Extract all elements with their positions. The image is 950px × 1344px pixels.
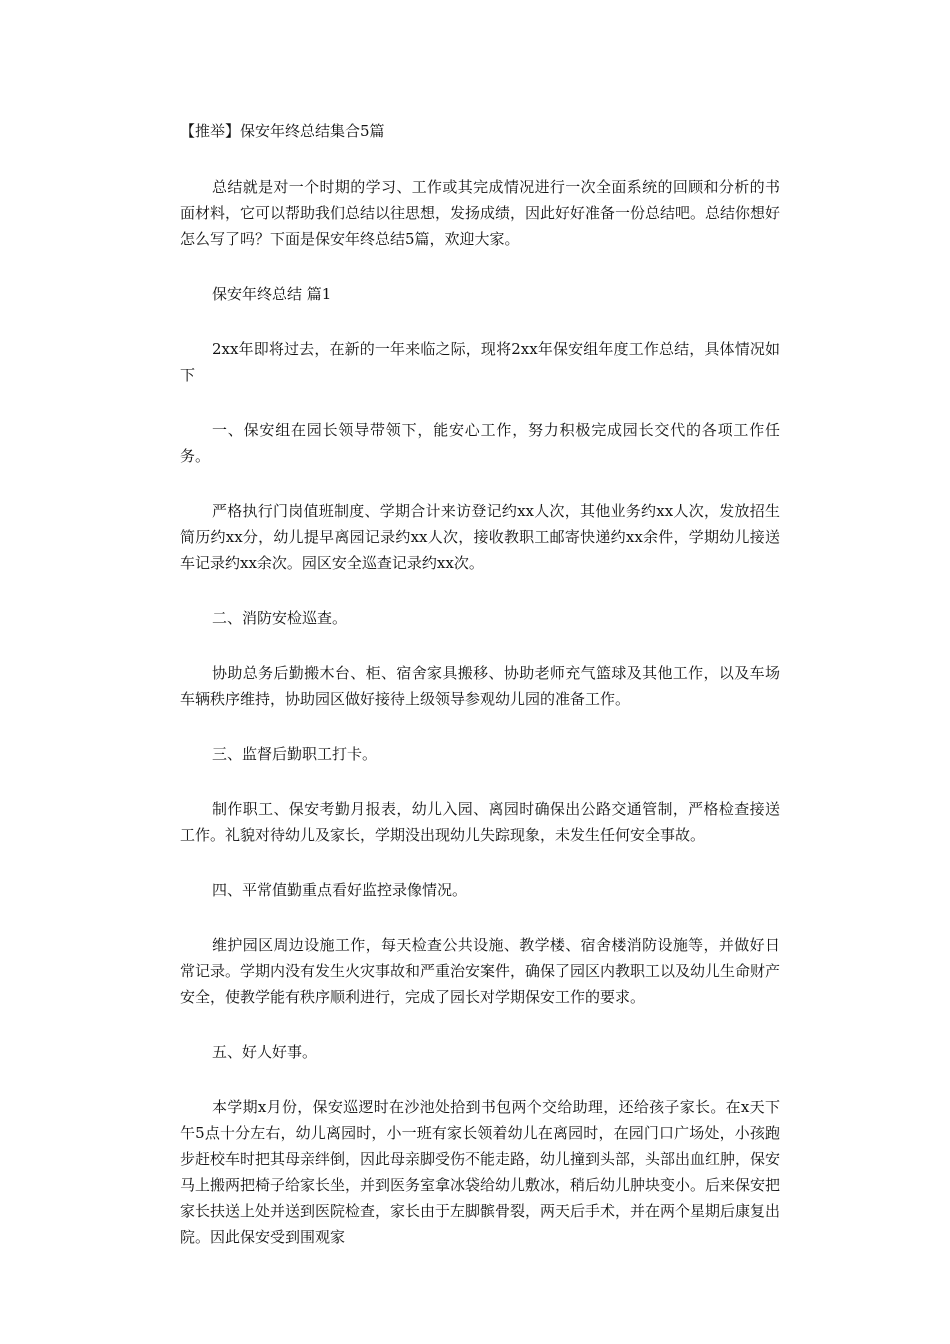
section-heading: 保安年终总结 篇1 bbox=[212, 285, 332, 303]
item-heading-4: 四、平常值勤重点看好监控录像情况。 bbox=[212, 881, 468, 899]
paragraph-duty-records: 严格执行门岗值班制度、学期合计来访登记约xx人次，其他业务约xx人次，发放招生简历约xx分，幼儿提早离园记录约xx人次，接收教职工邮寄快递约xx余件，学期幼儿接送车记录约xx余次。园区安全巡查记录约xx次。 bbox=[180, 502, 780, 572]
item-heading-1: 一、保安组在园长领导带领下，能安心工作，努力积极完成园长交代的各项工作任务。 bbox=[180, 421, 780, 465]
intro-paragraph: 总结就是对一个时期的学习、工作或其完成情况进行一次全面系统的回顾和分析的书面材料，它可以帮助我们总结以往思想，发扬成绩，因此好好准备一份总结吧。总结你想好怎么写了吗？下面是保安年终总结5篇，欢迎大家。 bbox=[180, 178, 781, 248]
document-title: 【推举】保安年终总结集合5篇 bbox=[180, 122, 385, 140]
item-heading-3: 三、监督后勤职工打卡。 bbox=[212, 745, 378, 763]
paragraph-attendance: 制作职工、保安考勤月报表，幼儿入园、离园时确保出公路交通管制，严格检查接送工作。礼貌对待幼儿及家长，学期没出现幼儿失踪现象，未发生任何安全事故。 bbox=[180, 800, 780, 844]
document-page bbox=[180, 118, 780, 1250]
paragraph-overview: 2xx年即将过去，在新的一年来临之际，现将2xx年保安组年度工作总结，具体情况如下 bbox=[180, 340, 780, 384]
item-heading-5: 五、好人好事。 bbox=[212, 1043, 318, 1061]
paragraph-good-deeds: 本学期x月份，保安巡逻时在沙池处拾到书包两个交给助理，还给孩子家长。在x天下午5点十分左右，幼儿离园时，小一班有家长领着幼儿在离园时，在园门口广场处，小孩跑步赶校车时把其母亲绊倒，因此母亲脚受伤不能走路，幼儿撞到头部，头部出血红肿，保安马上搬两把椅子给家长坐，并到医务室拿冰袋给幼儿敷冰，稍后幼儿肿块变小。后来保安把家长扶送上处并送到医院检查，家长由于左脚髌骨裂，两天后手术，并在两个星期后康复出院。因此保安受到围观家 bbox=[180, 1098, 781, 1246]
paragraph-logistics: 协助总务后勤搬木台、柜、宿舍家具搬移、协助老师充气篮球及其他工作，以及车场车辆秩序维持，协助园区做好接待上级领导参观幼儿园的准备工作。 bbox=[180, 664, 780, 708]
item-heading-2: 二、消防安检巡查。 bbox=[212, 609, 348, 627]
paragraph-maintenance: 维护园区周边设施工作，每天检查公共设施、教学楼、宿舍楼消防设施等，并做好日常记录。学期内没有发生火灾事故和严重治安案件，确保了园区内教职工以及幼儿生命财产安全，使教学能有秩序顺利进行，完成了园长对学期保安工作的要求。 bbox=[180, 936, 781, 1006]
